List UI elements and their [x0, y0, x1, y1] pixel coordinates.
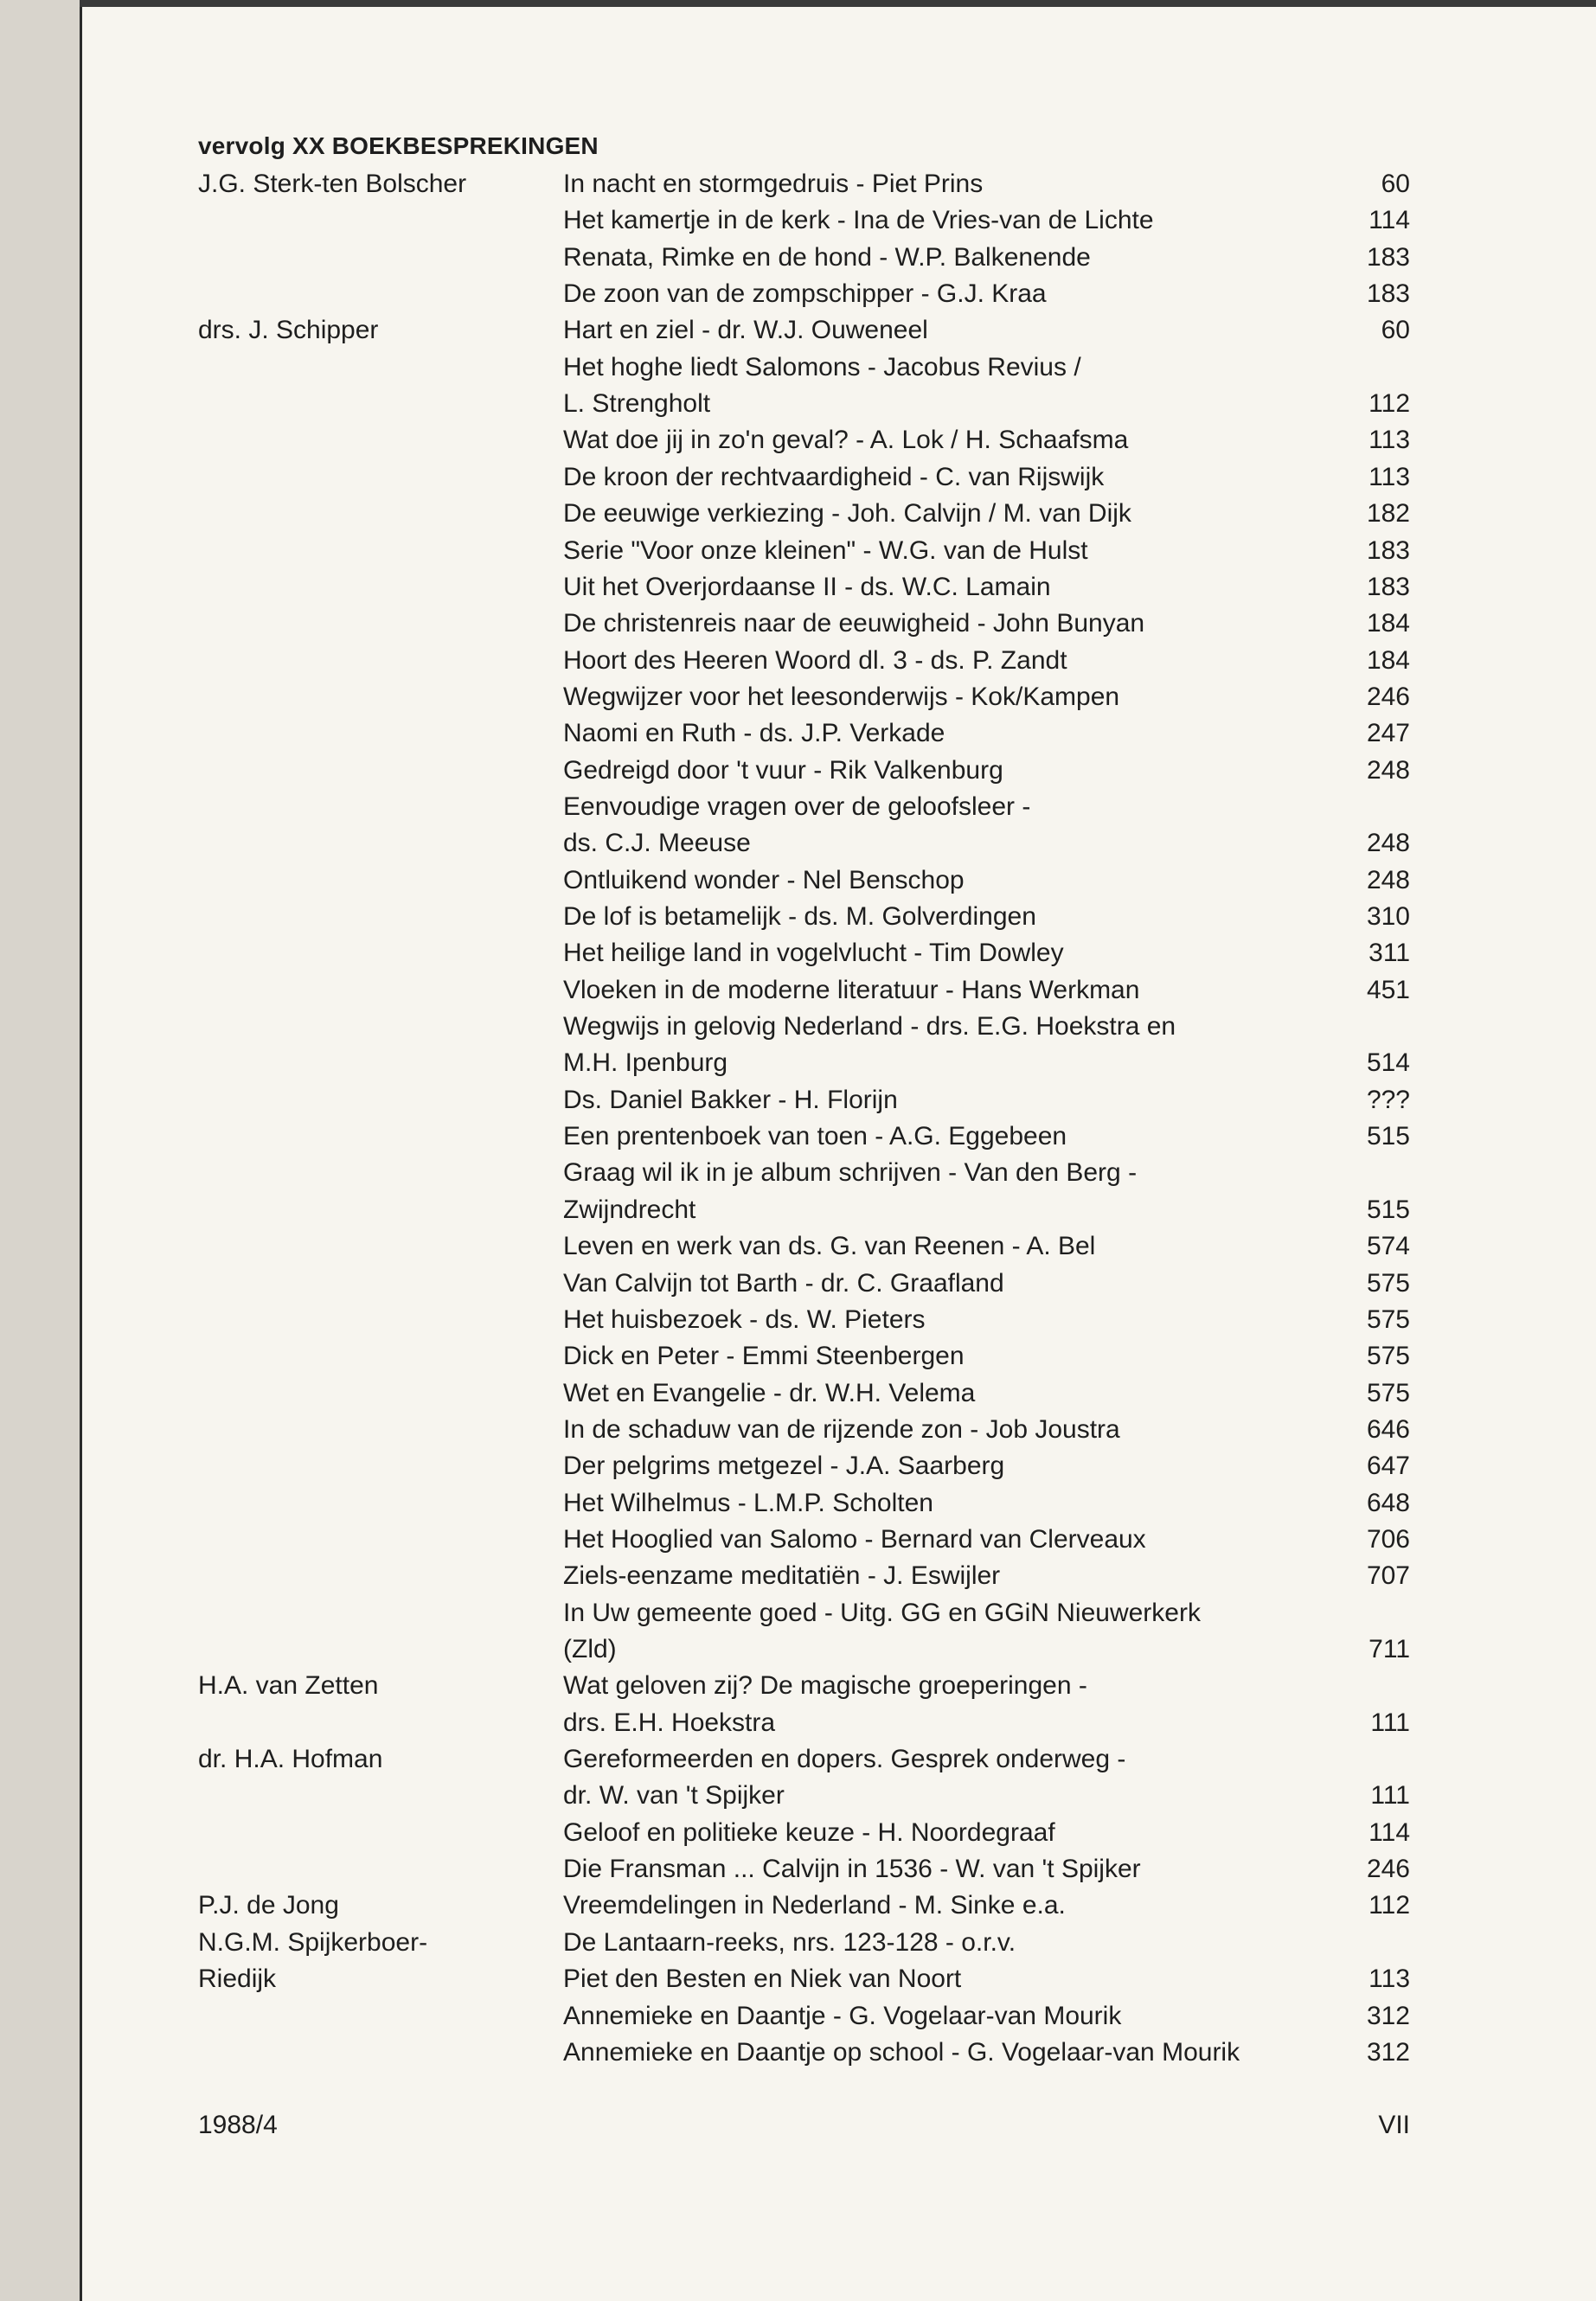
list-item — [0, 643, 1596, 679]
book-title: Leven en werk van ds. G. van Reenen - A. Bel — [563, 1232, 1096, 1261]
page-reference: 451 — [1366, 975, 1410, 1004]
page-reference: 183 — [1366, 242, 1410, 272]
list-item — [0, 386, 1596, 422]
list-item — [0, 496, 1596, 532]
book-title: Gedreigd door 't vuur - Rik Valkenburg — [563, 755, 1003, 785]
list-item — [0, 1118, 1596, 1155]
book-title: Dick en Peter - Emmi Steenbergen — [563, 1342, 965, 1371]
page-reference: 183 — [1366, 535, 1410, 565]
book-title: De Lantaarn-reeks, nrs. 123-128 - o.r.v. — [563, 1927, 1016, 1957]
page-reference: 246 — [1366, 1855, 1410, 1884]
page-reference: 312 — [1366, 2037, 1410, 2067]
book-title: Vloeken in de moderne literatuur - Hans Werkman — [563, 975, 1140, 1004]
list-item — [0, 1595, 1596, 1631]
page-reference: 184 — [1366, 645, 1410, 675]
page-reference: 112 — [1368, 389, 1410, 419]
list-item — [0, 1082, 1596, 1118]
page-reference: 113 — [1368, 426, 1410, 455]
list-item — [0, 1815, 1596, 1851]
page-reference: 114 — [1368, 206, 1410, 235]
book-title: De eeuwige verkiezing - Joh. Calvijn / M. van Dijk — [563, 499, 1131, 529]
book-title: Het huisbezoek - ds. W. Pieters — [563, 1304, 926, 1334]
page-reference: 515 — [1366, 1195, 1410, 1224]
reviewer-name: P.J. de Jong — [198, 1891, 339, 1920]
page-reference: 574 — [1366, 1232, 1410, 1261]
page-reference: 575 — [1366, 1378, 1410, 1407]
book-title: L. Strengholt — [563, 389, 711, 419]
book-title: De kroon der rechtvaardigheid - C. van Rijswijk — [563, 462, 1105, 491]
page-reference: 575 — [1366, 1342, 1410, 1371]
list-item — [0, 1705, 1596, 1741]
page-reference: 575 — [1366, 1268, 1410, 1298]
book-title: Ziels-eenzame meditatiën - J. Eswijler — [563, 1561, 1001, 1591]
list-item — [0, 1522, 1596, 1558]
page-reference: 515 — [1366, 1122, 1410, 1151]
list-item — [0, 1338, 1596, 1375]
list-item — [0, 1485, 1596, 1522]
list-item — [0, 1558, 1596, 1594]
list-item — [0, 1045, 1596, 1081]
book-title: Annemieke en Daantje - G. Vogelaar-van Mourik — [563, 2001, 1122, 2030]
list-item — [0, 312, 1596, 349]
book-title: De zoon van de zompschipper - G.J. Kraa — [563, 279, 1047, 309]
list-item — [0, 1668, 1596, 1704]
list-item — [0, 166, 1596, 202]
page-reference: 111 — [1370, 1708, 1410, 1737]
list-item — [0, 1192, 1596, 1228]
list-item — [0, 1888, 1596, 1924]
list-item — [0, 1998, 1596, 2035]
list-item — [0, 753, 1596, 789]
list-item — [0, 935, 1596, 971]
page-reference: 575 — [1366, 1304, 1410, 1334]
list-item — [0, 422, 1596, 458]
list-item — [0, 1266, 1596, 1302]
section-title: BOEKBESPREKINGEN — [331, 132, 599, 159]
list-item — [0, 899, 1596, 935]
page-reference: 114 — [1368, 1817, 1410, 1847]
reviewer-name: H.A. van Zetten — [198, 1671, 379, 1701]
list-item — [0, 972, 1596, 1009]
list-item — [0, 202, 1596, 239]
list-item — [0, 459, 1596, 496]
list-item — [0, 276, 1596, 312]
list-item — [0, 825, 1596, 862]
page-reference: 707 — [1366, 1561, 1410, 1591]
page-reference: 113 — [1368, 462, 1410, 491]
book-title: Wat geloven zij? De magische groeperingen - — [563, 1671, 1087, 1701]
list-item — [0, 1925, 1596, 1961]
reviewer-name: Riedijk — [198, 1965, 277, 1994]
list-item — [0, 679, 1596, 715]
book-title: M.H. Ipenburg — [563, 1048, 728, 1078]
page-reference: 711 — [1368, 1635, 1410, 1663]
book-title: Gereformeerden en dopers. Gesprek onderweg - — [563, 1745, 1126, 1774]
list-item — [0, 2035, 1596, 2071]
page-reference: 113 — [1368, 1965, 1410, 1994]
page-number: VII — [1378, 2111, 1410, 2139]
book-title: Renata, Rimke en de hond - W.P. Balkenende — [563, 242, 1091, 272]
list-item — [0, 1631, 1596, 1668]
page-reference: 706 — [1366, 1524, 1410, 1554]
book-title: In de schaduw van de rijzende zon - Job Joustra — [563, 1414, 1120, 1444]
book-title: ds. C.J. Meeuse — [563, 829, 751, 858]
list-item — [0, 606, 1596, 642]
book-title: Vreemdelingen in Nederland - M. Sinke e.a. — [563, 1891, 1066, 1920]
book-title: Zwijndrecht — [563, 1195, 696, 1224]
page-reference: 310 — [1366, 902, 1410, 931]
page-reference: 182 — [1366, 499, 1410, 529]
book-title: Het Hooglied van Salomo - Bernard van Clerveaux — [563, 1524, 1146, 1554]
book-title: (Zld) — [563, 1635, 617, 1663]
list-item — [0, 789, 1596, 825]
book-title: De christenreis naar de eeuwigheid - John Bunyan — [563, 609, 1145, 638]
book-title: De lof is betamelijk - ds. M. Golverdingen — [563, 902, 1036, 931]
page-reference: 60 — [1381, 316, 1410, 345]
page-reference: 60 — [1381, 170, 1410, 198]
page-reference: 183 — [1366, 279, 1410, 309]
page-reference: 514 — [1366, 1048, 1410, 1078]
book-title: Het heilige land in vogelvlucht - Tim Dowley — [563, 939, 1064, 968]
book-title: Uit het Overjordaanse II - ds. W.C. Lamain — [563, 572, 1051, 601]
book-title: Het kamertje in de kerk - Ina de Vries-van de Lichte — [563, 206, 1154, 235]
book-title: Wat doe jij in zo'n geval? - A. Lok / H. Schaafsma — [563, 426, 1129, 455]
book-title: Hoort des Heeren Woord dl. 3 - ds. P. Zandt — [563, 645, 1067, 675]
book-title: In nacht en stormgedruis - Piet Prins — [563, 170, 984, 198]
list-item — [0, 1155, 1596, 1191]
list-item — [0, 1302, 1596, 1338]
list-item — [0, 1228, 1596, 1265]
list-item — [0, 240, 1596, 276]
list-item — [0, 715, 1596, 752]
book-title: Ds. Daniel Bakker - H. Florijn — [563, 1085, 898, 1114]
list-item — [0, 1961, 1596, 1997]
book-title: drs. E.H. Hoekstra — [563, 1708, 776, 1737]
book-title: Annemieke en Daantje op school - G. Vogelaar-van Mourik — [563, 2037, 1240, 2067]
list-item — [0, 533, 1596, 569]
list-item — [0, 1448, 1596, 1484]
section-prefix: vervolg XX — [198, 132, 325, 159]
reviewer-name: dr. H.A. Hofman — [198, 1745, 383, 1774]
book-title: Eenvoudige vragen over de geloofsleer - — [563, 792, 1031, 821]
page-reference: 248 — [1366, 865, 1410, 894]
page-reference: 183 — [1366, 572, 1410, 601]
book-title: Der pelgrims metgezel - J.A. Saarberg — [563, 1452, 1005, 1481]
page-reference: 111 — [1370, 1781, 1410, 1811]
reviewer-name: N.G.M. Spijkerboer- — [198, 1927, 428, 1957]
page-reference: 647 — [1366, 1452, 1410, 1481]
list-item — [0, 1009, 1596, 1045]
book-title: Serie "Voor onze kleinen" - W.G. van de Hulst — [563, 535, 1088, 565]
book-title: Piet den Besten en Niek van Noort — [563, 1965, 962, 1994]
page-reference: 246 — [1366, 682, 1410, 711]
book-title: Het Wilhelmus - L.M.P. Scholten — [563, 1488, 933, 1517]
page-reference: 311 — [1368, 939, 1410, 968]
book-title: Wet en Evangelie - dr. W.H. Velema — [563, 1378, 976, 1407]
book-title: Ontluikend wonder - Nel Benschop — [563, 865, 965, 894]
page-reference: 646 — [1366, 1414, 1410, 1444]
list-item — [0, 349, 1596, 386]
book-title: Een prentenboek van toen - A.G. Eggebeen — [563, 1122, 1067, 1151]
page-reference: ??? — [1366, 1085, 1410, 1114]
page-reference: 312 — [1366, 2001, 1410, 2030]
book-title: dr. W. van 't Spijker — [563, 1781, 785, 1811]
book-title: Die Fransman ... Calvijn in 1536 - W. van 't Spijker — [563, 1855, 1141, 1884]
book-title: In Uw gemeente goed - Uitg. GG en GGiN Nieuwerkerk — [563, 1598, 1201, 1627]
list-item — [0, 1412, 1596, 1448]
list-item — [0, 1851, 1596, 1888]
section-heading — [198, 132, 599, 160]
page-top-edge — [80, 0, 1596, 7]
list-item — [0, 1741, 1596, 1778]
page-reference: 184 — [1366, 609, 1410, 638]
book-title: Hart en ziel - dr. W.J. Ouweneel — [563, 316, 928, 345]
book-title: Het hoghe liedt Salomons - Jacobus Revius / — [563, 352, 1081, 381]
page-reference: 248 — [1366, 755, 1410, 785]
page-reference: 648 — [1366, 1488, 1410, 1517]
book-title: Wegwijzer voor het leesonderwijs - Kok/Kampen — [563, 682, 1120, 711]
book-title: Naomi en Ruth - ds. J.P. Verkade — [563, 719, 945, 748]
issue-number: 1988/4 — [198, 2111, 278, 2139]
book-title: Geloof en politieke keuze - H. Noordegraaf — [563, 1817, 1055, 1847]
reviewer-name: J.G. Sterk-ten Bolscher — [198, 170, 467, 198]
page-reference: 112 — [1368, 1891, 1410, 1920]
reviewer-name: drs. J. Schipper — [198, 316, 379, 345]
list-item — [0, 862, 1596, 899]
list-item — [0, 1778, 1596, 1814]
list-item — [0, 1375, 1596, 1412]
list-item — [0, 569, 1596, 606]
book-title: Wegwijs in gelovig Nederland - drs. E.G. Hoekstra en — [563, 1012, 1176, 1042]
book-title: Van Calvijn tot Barth - dr. C. Graafland — [563, 1268, 1004, 1298]
book-title: Graag wil ik in je album schrijven - Van den Berg - — [563, 1158, 1138, 1188]
page-reference: 247 — [1366, 719, 1410, 748]
page-reference: 248 — [1366, 829, 1410, 858]
